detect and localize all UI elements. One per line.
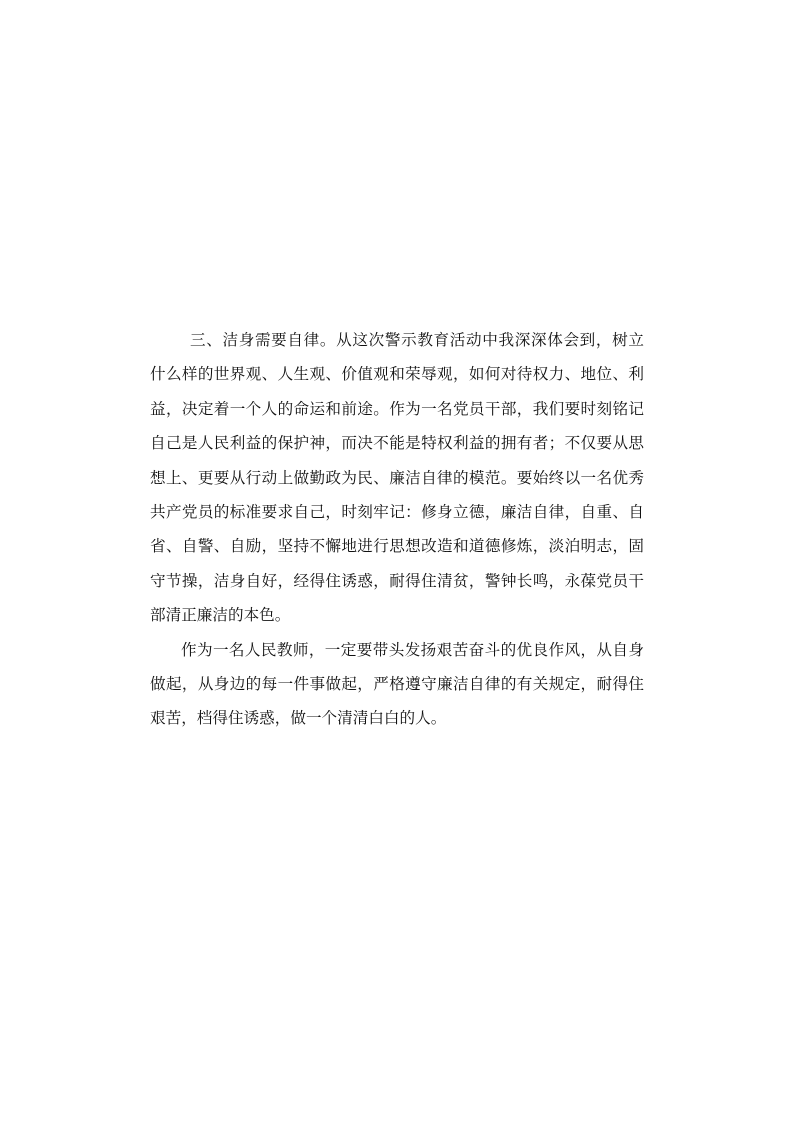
text-line: 艰苦，档得住诱惑，做一个清清白白的人。 <box>150 709 447 728</box>
text-line: 想上、更要从行动上做勤政为民、廉洁自律的模范。要始终以一名优秀 <box>150 468 644 487</box>
text-line: 共产党员的标准要求自己，时刻牢记：修身立德，廉洁自律，自重、自 <box>150 502 644 521</box>
text-line: 作为一名人民教师，一定要带头发扬艰苦奋斗的优良作风，从自身 <box>181 640 644 659</box>
text-line: 益，决定着一个人的命运和前途。作为一名党员干部，我们要时刻铭记 <box>150 399 644 418</box>
paragraph-self-discipline <box>150 323 644 633</box>
text-line: 自己是人民利益的保护神，而决不能是特权利益的拥有者；不仅要从思 <box>150 434 644 453</box>
text-line: 什么样的世界观、人生观、价值观和荣辱观，如何对待权力、地位、利 <box>150 365 644 384</box>
text-line: 部清正廉洁的本色。 <box>150 606 291 625</box>
text-line: 省、自警、自励，坚持不懈地进行思想改造和道德修炼，淡泊明志，固 <box>150 537 644 556</box>
text-line: 三、洁身需要自律。从这次警示教育活动中我深深体会到，树立 <box>190 331 644 349</box>
paragraph-teacher <box>150 633 644 736</box>
text-line: 做起，从身边的每一件事做起，严格遵守廉洁自律的有关规定，耐得住 <box>150 674 644 693</box>
document-body <box>150 323 644 736</box>
text-line: 守节操，洁身自好，经得住诱惑，耐得住清贫，警钟长鸣，永葆党员干 <box>150 571 644 590</box>
